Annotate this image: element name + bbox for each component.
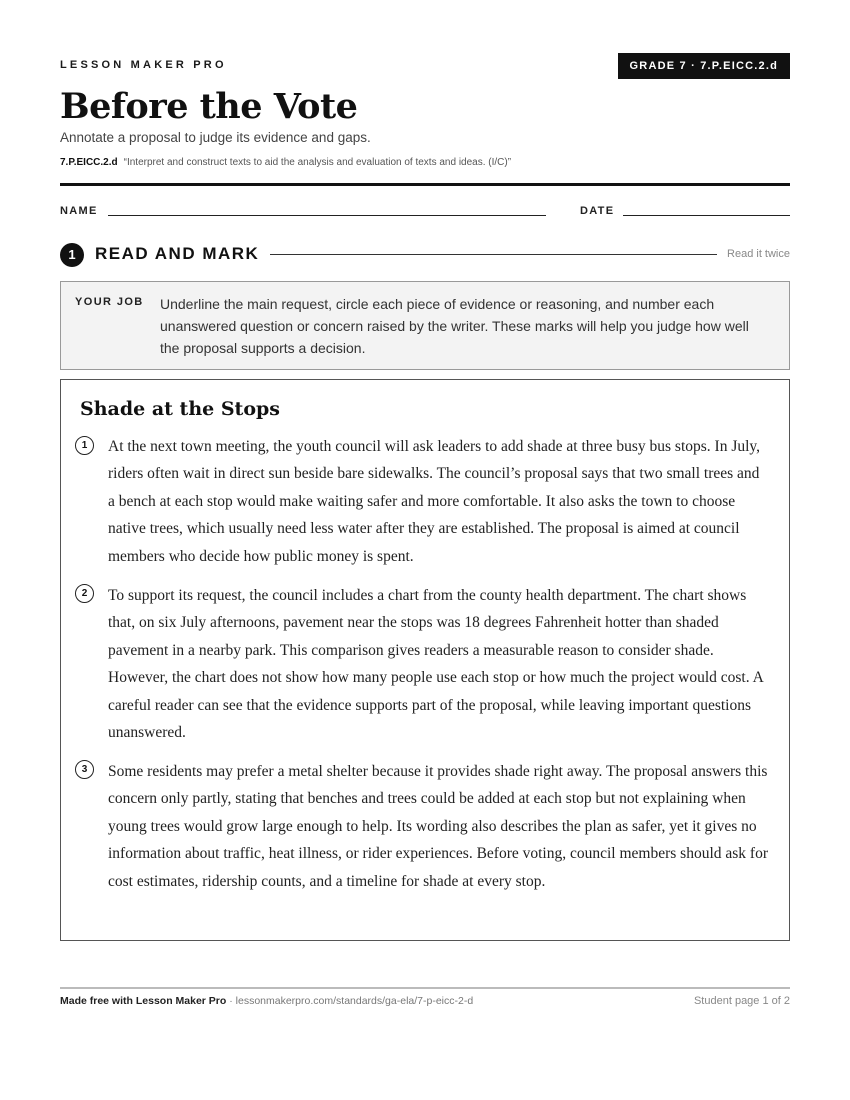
paragraph-number-1: 1 bbox=[75, 436, 94, 455]
page-subtitle: Annotate a proposal to judge its evidence and gaps. bbox=[60, 130, 371, 145]
paragraph-number-2: 2 bbox=[75, 584, 94, 603]
standard-text: “Interpret and construct texts to aid the analysis and evaluation of texts and ideas. (I/C)” bbox=[123, 157, 512, 168]
header-divider bbox=[60, 183, 790, 186]
footer-made-with: Made free with Lesson Maker Pro bbox=[60, 995, 227, 1007]
page-title: Before the Vote bbox=[60, 86, 358, 127]
reading-title: Shade at the Stops bbox=[80, 398, 280, 420]
name-label: NAME bbox=[60, 205, 98, 217]
your-job-label: YOUR JOB bbox=[75, 296, 144, 308]
section-hint: Read it twice bbox=[727, 248, 790, 260]
date-label: DATE bbox=[580, 205, 615, 217]
paragraph-1: At the next town meeting, the youth council will ask leaders to add shade at three busy bus stops. In July, riders often wait in direct sun beside bare sidewalks. The council’s proposal says that two small trees and a bench at each stop would make waiting safer and more comfortable. It also asks the town to choose native trees, which usually need less water after they are established. The proposal is aimed at council members who decide how public money is spent. bbox=[108, 438, 761, 565]
name-field[interactable] bbox=[108, 215, 546, 216]
date-field[interactable] bbox=[623, 215, 790, 216]
section-number-badge: 1 bbox=[60, 243, 84, 267]
paragraph-number-3: 3 bbox=[75, 760, 94, 779]
paragraph-2: To support its request, the council includes a chart from the county health department. The chart shows that, on six July afternoons, pavement near the stops was 18 degrees Fahrenheit hotter than shaded pavement in a nearby park. This comparison gives readers a measurable reason to consider shade. However, the chart does not show how many people use each stop or how much the project would cost. A careful reader can see that the evidence supports part of the proposal, while leaving important questions unanswered. bbox=[108, 587, 763, 742]
grade-badge: GRADE 7 · 7.P.EICC.2.d bbox=[618, 53, 790, 79]
footer-url[interactable]: lessonmakerpro.com/standards/ga-ela/7-p-eicc-2-d bbox=[235, 995, 474, 1007]
section-divider bbox=[270, 254, 717, 255]
footer-page-number: Student page 1 of 2 bbox=[693, 995, 790, 1007]
footer-credit bbox=[60, 995, 473, 1007]
paragraph-3: Some residents may prefer a metal shelter because it provides shade right away. The proposal answers this concern only partly, stating that benches and trees could be added at each stop but not explaining when young trees would grow large enough to help. Its wording also describes the plan as safer, yet it gives no information about traffic, heat illness, or rider experiences. Before voting, council members should ask for cost estimates, ridership counts, and a timeline for shade at every stop. bbox=[108, 763, 768, 890]
brand-name: LESSON MAKER PRO bbox=[60, 59, 227, 71]
your-job-instructions: Underline the main request, circle each piece of evidence or reasoning, and number each unanswered question or concern raised by the writer. These marks will help you judge how well the proposal supports a decision. bbox=[160, 296, 749, 356]
footer-divider bbox=[60, 987, 790, 989]
your-job-box bbox=[60, 281, 790, 370]
footer-separator: · bbox=[226, 995, 236, 1007]
section-title: READ AND MARK bbox=[95, 244, 260, 263]
standard-line bbox=[60, 157, 511, 168]
standard-code: 7.P.EICC.2.d bbox=[60, 157, 118, 168]
